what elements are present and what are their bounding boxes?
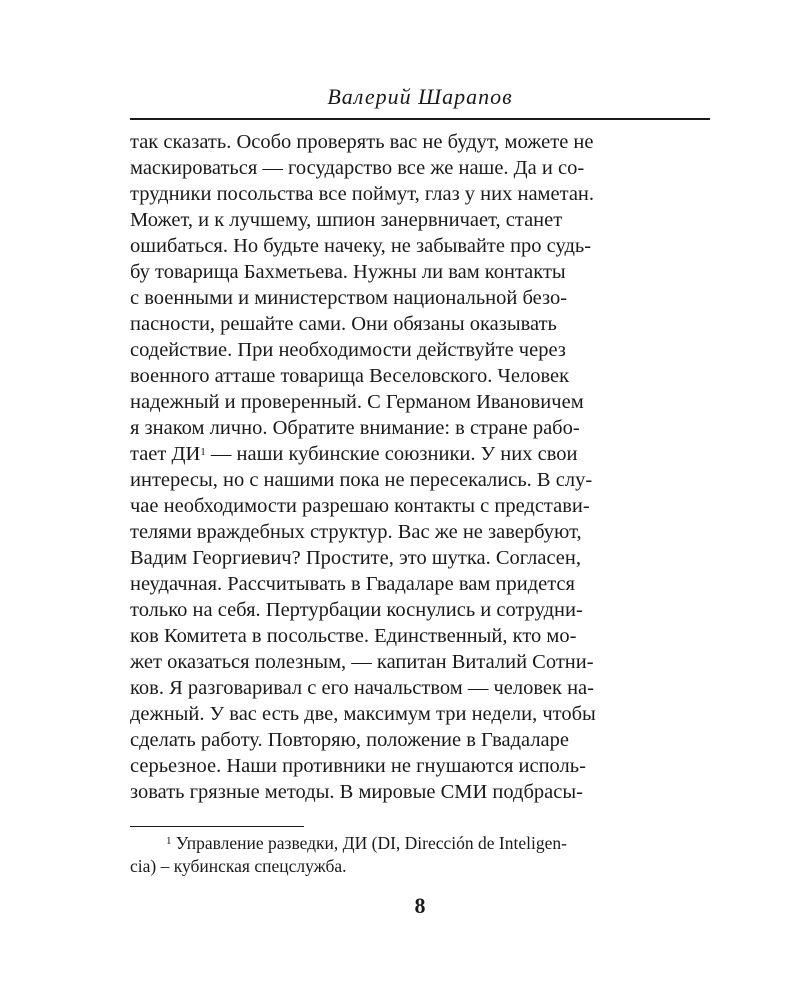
footnote-text: Управление разведки, ДИ (DI, Dirección de Inteligen- [171,833,567,853]
footnote-number: 1 [166,835,172,847]
text-line: Вадим Георгиевич? Простите, это шутка. Согласен, [130,547,581,569]
text-line: надежный и проверенный. С Германом Ивановичем [130,391,584,413]
text-line: ошибаться. Но будьте начеку, не забывайте про судь- [130,235,592,257]
header-rule [130,118,710,120]
text-line: ков. Я разговаривал с его начальством — человек на- [130,677,594,699]
text-line: бу товарища Бахметьева. Нужны ли вам контакты [130,261,566,283]
text-line: зовать грязные методы. В мировые СМИ подбрасы- [130,781,583,803]
page-number: 8 [414,893,426,918]
footnote-marker: 1 [200,446,206,458]
text-line: я знаком лично. Обратите внимание: в стране рабо- [130,417,580,439]
footnote-line [130,832,710,855]
text-line: пасности, решайте сами. Они обязаны оказывать [130,313,557,335]
text-line: так сказать. Особо проверять вас не будут, можете не [130,131,594,153]
text-line: ков Комитета в посольстве. Единственный, кто мо- [130,625,577,647]
text-line: маскироваться — государство все же наше. Да и со- [130,157,585,179]
text-line: содействие. При необходимости действуйте через [130,339,566,361]
text-line: жет оказаться полезным, — капитан Виталий Сотни- [130,651,594,673]
text-line: трудники посольства все поймут, глаз у них наметан. [130,183,595,205]
footnote-line: cia) – кубинская спецслужба. [130,856,347,876]
text-line: военного атташе товарища Веселовского. Человек [130,365,570,387]
body-text [130,129,710,805]
text-line-start: тает ДИ [130,443,201,465]
text-line: сделать работу. Повторяю, положение в Гвадаларе [130,729,570,751]
text-line: Может, и к лучшему, шпион занервничает, станет [130,209,563,231]
text-line: дежный. У вас есть две, максимум три недели, чтобы [130,703,596,725]
footnote [130,832,710,878]
text-line-end: — наши кубинские союзники. У них свои [205,443,578,465]
text-line: с военными и министерством национальной безо- [130,287,568,309]
footnote-rule [130,826,304,827]
text-line: чае необходимости разрешаю контакты с представи- [130,495,590,517]
running-header: Валерий Шарапов [327,84,513,109]
text-line: серьезное. Наши противники не гнушаются исполь- [130,755,586,777]
text-line: телями враждебных структур. Вас же не завербуют, [130,521,582,543]
text-line: неудачная. Рассчитывать в Гвадаларе вам придется [130,573,575,595]
text-line: интересы, но с нашими пока не пересекались. В слу- [130,469,593,491]
text-line-with-footnote [130,441,710,467]
text-line: только на себя. Пертурбации коснулись и сотрудни- [130,599,583,621]
